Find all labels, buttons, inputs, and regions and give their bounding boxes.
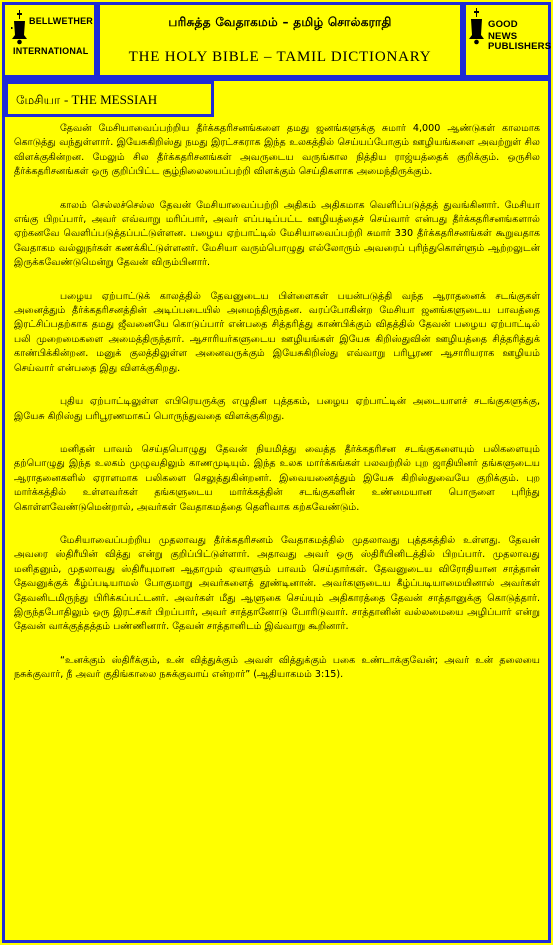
logo-right-line2: PUBLISHERS xyxy=(488,41,552,52)
bellwether-logo-box xyxy=(2,2,97,78)
paragraph: காலம் செல்லச்செல்ல தேவன் மேசியாவைப்பற்றி அதிகம் அதிகமாக வெளிப்படுத்தத் துவங்கினார். மேசியா எங்கு பிறப்பார், அவர் எவ்வாறு மரிப்பார், அவர் எப்படிப்பட்ட ஊழியத்தைச் செய்வார் என்பது தீர்க்கதரிசனங்களால் ஏற்கனவே வெளிப்படுத்தப்பட்டுள்ளன. பழைய ஏற்பாட்டில் மேசியாவைப்பற்றி சுமார் 330 தீர்க்கதரிசனங்கள் கூறுவதாக வேதாகம வல்லுநர்கள் கணக்கிட்டுள்ளனர். மேசியா வரும்பொழுது எல்லோரும் அவரைப் புரிந்துகொள்ளும் ஆற்றலுடன் இருக்கவேண்டுமென்று தேவன் விரும்பினார். xyxy=(14,199,540,269)
section-heading-box xyxy=(5,81,214,117)
logo-left-line1: BELLWETHER xyxy=(29,16,93,26)
scripture-quote: “உனக்கும் ஸ்திரீக்கும், உன் வித்துக்கும் அவள் வித்துக்கும் பகை உண்டாக்குவேன்; அவர் உன் தலையை நசுக்குவார், நீ அவர் குதிங்காலை நசுக்குவாய் என்றார்” (ஆதியாகமம் 3:15). xyxy=(14,654,540,681)
good-news-logo-box xyxy=(463,2,551,78)
section-heading xyxy=(16,92,157,109)
paragraph: தேவன் மேசியாவைப்பற்றிய தீர்க்கதரிசனங்களை தமது ஜனங்களுக்கு சுமார் 4,000 ஆண்டுகள் காலமாக கொடுத்து வந்துள்ளார். இயேசுகிறிஸ்து நமது இரட்சகராக இந்த உலகத்தில் செய்யப்போகும் ஊழியங்களை அவற்றுள் சில விளக்குகின்றன. மேலும் சில தீர்க்கதரிசனங்கள் அவருடைய வருங்கால நித்திய ராஜ்யத்தைக் குறிக்கும். ஒருசில தீர்க்கதரிசனங்கள் ஒரு குறிப்பிட்ட சூழ்நிலையைப்பற்றி விளக்கும் செய்திகளாக அமைந்திருக்கும். xyxy=(14,123,540,178)
paragraph: மனிதன் பாவம் செய்தபொழுது தேவன் நியமித்து வைத்த தீர்க்கதரிசன சடங்குகளையும் பலிகளையும் தற்பொழுது இந்த உலகம் முழுவதிலும் காணமுடியும். இந்த உலக மார்க்கங்கள் பலவற்றில் புற ஜாதியினர் தங்களுடைய ஆராதனைகளில் ஏராளமாக பலிகளை செலுத்துகின்றனர். இவையனைத்தும் இயேசு கிறிஸ்துவையே குறிக்கும். புற மார்க்கத்தில் உள்ளவர்கள் தங்களுடைய மார்க்கத்தின் சடங்குகளின் உண்மையான பொருளை புரிந்து கொள்ளவேண்டுமென்றால், அவர்கள் வேதாகமத்தை தெளிவாக கற்கவேண்டும். xyxy=(14,443,540,513)
paragraph: பழைய ஏற்பாட்டுக் காலத்தில் தேவனுடைய பிள்ளைகள் பயன்படுத்தி வந்த ஆராதனைக் சடங்குகள் அனைத்தும் தீர்க்கதரிசனத்தின் அடிப்படையில் அமைந்திருந்தன. வரப்போகின்ற மேசியா ஜனங்களுடைய பாவத்தை இரட்சிப்பதற்காக தமது ஜீவனையே கொடுப்பார் என்பதை சித்தரித்து காண்பிக்கும் விதத்தில் தேவன் பழைய ஏற்பாட்டில் பலி முறைமைகளை அமைத்திருந்தார். ஆசாரியர்களுடைய ஊழியங்கள் இயேசு கிறிஸ்துவின் ஊழியத்தை சித்தரித்துக் காண்பிக்கின்றன. மனுக் குலத்திலுள்ள அனைவருக்கும் இயேசுகிறிஸ்து எவ்வாறு பரிபூரண ஆசாரியராக ஊழியம் செய்வார் என்பதை இது விளக்குகிறது. xyxy=(14,290,540,374)
title-english: THE HOLY BIBLE – TAMIL DICTIONARY xyxy=(128,49,432,65)
article-body xyxy=(14,122,540,702)
paragraph: மேசியாவைப்பற்றிய முதலாவது தீர்க்கதரிசனம் வேதாகமத்தில் முதலாவது புத்தகத்தில் உள்ளது. தேவன் அவரை ஸ்திரீயின் வித்து என்று குறிப்பிட்டுள்ளார். அதாவது அவர் ஒரு ஸ்திரீயினிடத்தில் பிறப்பார். முதலாவது மனிதனும், முதலாவது ஸ்திரீயுமான ஆதாமும் ஏவாளும் பாவம் செய்தார்கள். தேவனுடைய விரோதியான சாத்தான் தேவனுக்குக் கீழ்ப்படியாமல் போகுமாறு அவர்களைத் தூண்டினான். அவர்களுடைய கீழ்ப்படியாமையினால் அவர்கள் தேவனிடமிருந்து பிரிக்கப்பட்டனர். அவர்கள் மீது ஆளுகை செய்யும் அதிகாரத்தை தேவன் சாத்தானுக்கு கொடுத்தார். இருந்தபோதிலும் ஒரு இரட்சகர் பிறப்பார், அவர் சாத்தானோடு போரிடுவார். சாத்தானின் வல்லமையை அழிப்பார் என்று தேவன் வாக்குத்தத்தம் பண்ணினார். தேவன் சாத்தானிடம் இவ்வாறு கூறினார். xyxy=(14,534,540,633)
section-heading-tamil: மேசியா xyxy=(16,93,61,107)
logo-left-line2: INTERNATIONAL xyxy=(13,46,89,56)
paragraph: புதிய ஏற்பாட்டிலுள்ள எபிரெயருக்கு எழுதின புத்தகம், பழைய ஏற்பாட்டின் அடையாளச் சடங்குகளுக்கு, இயேசு கிறிஸ்து பரிபூரணமாகப் பொருந்துவதை விளக்குகிறது. xyxy=(14,396,540,422)
section-heading-english: - THE MESSIAH xyxy=(63,92,158,107)
title-box xyxy=(97,2,463,78)
title-tamil: பரிசுத்த வேதாகமம் – தமிழ் சொல்கராதி xyxy=(168,15,392,29)
logo-right-line1: GOOD NEWS xyxy=(488,19,518,42)
